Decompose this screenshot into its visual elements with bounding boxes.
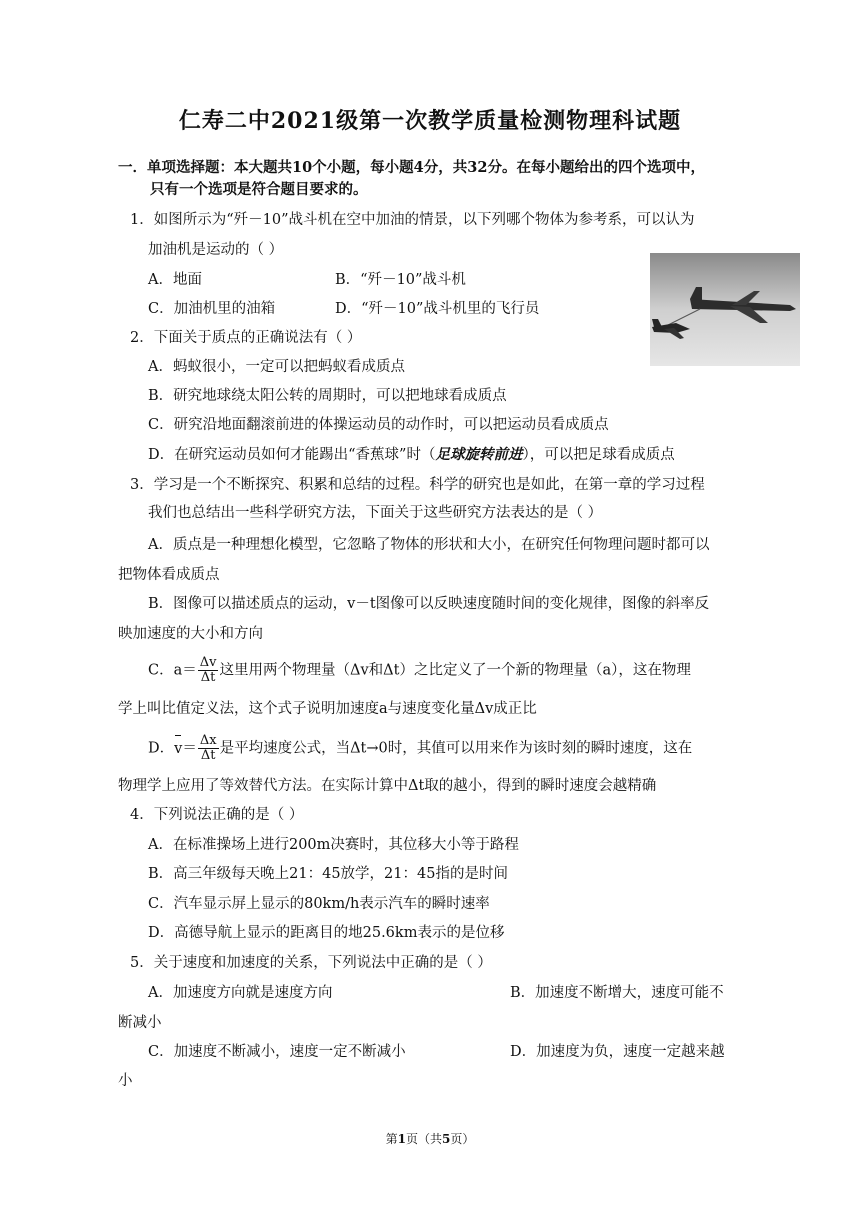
q5-option-b-cont: 断减小	[118, 1015, 162, 1031]
q5-option-a: A．加速度方向就是速度方向	[148, 985, 333, 1001]
section-heading: 一．单项选择题：本大题共10个小题，每小题4分，共32分。在每小题给出的四个选项中，	[118, 159, 705, 176]
q2-option-d-text-end: ），可以把足球看成质点	[522, 447, 675, 463]
q3-stem: 3．学习是一个不断探究、积累和总结的过程。科学的研究也是如此，在第一章的学习过程	[130, 477, 705, 493]
q4-option-c: C．汽车显示屏上显示的80km/h表示汽车的瞬时速率	[148, 896, 490, 912]
q2-stem: 2．下面关于质点的正确说法有（ ）	[130, 330, 362, 346]
formula-denominator: Δt	[200, 670, 216, 685]
q4-option-a: A．在标准操场上进行200m决赛时，其位移大小等于路程	[148, 837, 519, 853]
q1-option-c: C．加油机里的油箱	[148, 301, 276, 317]
q1-option-a: A．地面	[148, 272, 202, 288]
q3-option-c-text: 这里用两个物理量（Δv和Δt）之比定义了一个新的物理量（a），这在物理	[219, 662, 691, 679]
q2-option-d-emphasis: 足球旋转前进	[435, 446, 523, 463]
q5-option-d: D．加速度为负，速度一定越来越	[510, 1044, 725, 1060]
q3-option-d-text: 是平均速度公式，当Δt→0时，其值可以用来作为该时刻的瞬时速度，这在	[219, 740, 693, 757]
q4-option-b: B．高三年级每天晚上21：45放学，21：45指的是时间	[148, 866, 508, 882]
footer-text-end: 页）	[450, 1132, 475, 1146]
section-heading-cont: 只有一个选项是符合题目要求的。	[150, 181, 368, 198]
q3-option-b: B．图像可以描述质点的运动，v－t图像可以反映速度随时间的变化规律，图像的斜率反	[148, 596, 710, 612]
q3-option-d-label: D．	[148, 740, 175, 757]
q4-option-d: D．高德导航上显示的距离目的地25.6km表示的是位移	[148, 925, 505, 941]
q4-stem: 4．下列说法正确的是（ ）	[130, 807, 304, 823]
q1-option-b: B．“歼－10”战斗机	[335, 272, 466, 288]
q1-option-d: D．“歼－10”战斗机里的飞行员	[335, 301, 540, 317]
q5-option-d-cont: 小	[118, 1073, 133, 1089]
q1-stem-cont: 加油机是运动的（ ）	[148, 242, 284, 258]
q3-option-b-cont: 映加速度的大小和方向	[118, 626, 263, 642]
formula-numerator: Δv	[199, 655, 217, 670]
formula-numerator: Δx	[199, 733, 217, 748]
q3-option-d	[148, 734, 692, 763]
velocity-formula	[198, 734, 219, 763]
average-velocity-symbol: v	[174, 740, 183, 757]
q2-option-d-text: D．在研究运动员如何才能踢出“香蕉球”时（	[148, 447, 436, 463]
q3-option-c-label: C．a＝	[148, 662, 197, 679]
footer-text: 第	[385, 1132, 398, 1146]
page-footer	[0, 1130, 860, 1147]
q1-stem: 1．如图所示为“歼－10”战斗机在空中加油的情景，以下列哪个物体为参考系，可以认为	[130, 212, 695, 228]
page-number: 1	[397, 1132, 406, 1146]
q2-option-a: A．蚂蚁很小，一定可以把蚂蚁看成质点	[148, 359, 405, 375]
q2-option-b: B．研究地球绕太阳公转的周期时，可以把地球看成质点	[148, 388, 507, 404]
q2-option-d	[148, 445, 675, 465]
footer-text-mid: 页（共	[405, 1132, 442, 1146]
formula-denominator: Δt	[200, 748, 216, 763]
q3-option-d-cont: 物理学上应用了等效替代方法。在实际计算中Δt取的越小，得到的瞬时速度会越精确	[118, 778, 657, 794]
q3-option-a-cont: 把物体看成质点	[118, 567, 220, 583]
q5-option-b: B．加速度不断增大，速度可能不	[510, 985, 724, 1001]
q3-option-a: A．质点是一种理想化模型，它忽略了物体的形状和大小，在研究任何物理问题时都可以	[148, 537, 710, 553]
acceleration-formula	[198, 656, 219, 685]
q2-option-c: C．研究沿地面翻滚前进的体操运动员的动作时，可以把运动员看成质点	[148, 417, 609, 433]
q5-stem: 5．关于速度和加速度的关系，下列说法中正确的是（ ）	[130, 955, 492, 971]
q3-option-c	[148, 656, 691, 685]
exam-title: 仁寿二中2021级第一次教学质量检测物理科试题	[178, 108, 682, 134]
refueling-aircraft-photo	[650, 253, 800, 366]
q5-option-c: C．加速度不断减小，速度一定不断减小	[148, 1044, 406, 1060]
q3-option-c-cont: 学上叫比值定义法，这个式子说明加速度a与速度变化量Δv成正比	[118, 701, 537, 717]
equals-sign: ＝	[182, 740, 197, 757]
page-total: 5	[442, 1132, 451, 1146]
q3-stem-cont: 我们也总结出一些科学研究方法，下面关于这些研究方法表达的是（ ）	[148, 505, 603, 521]
